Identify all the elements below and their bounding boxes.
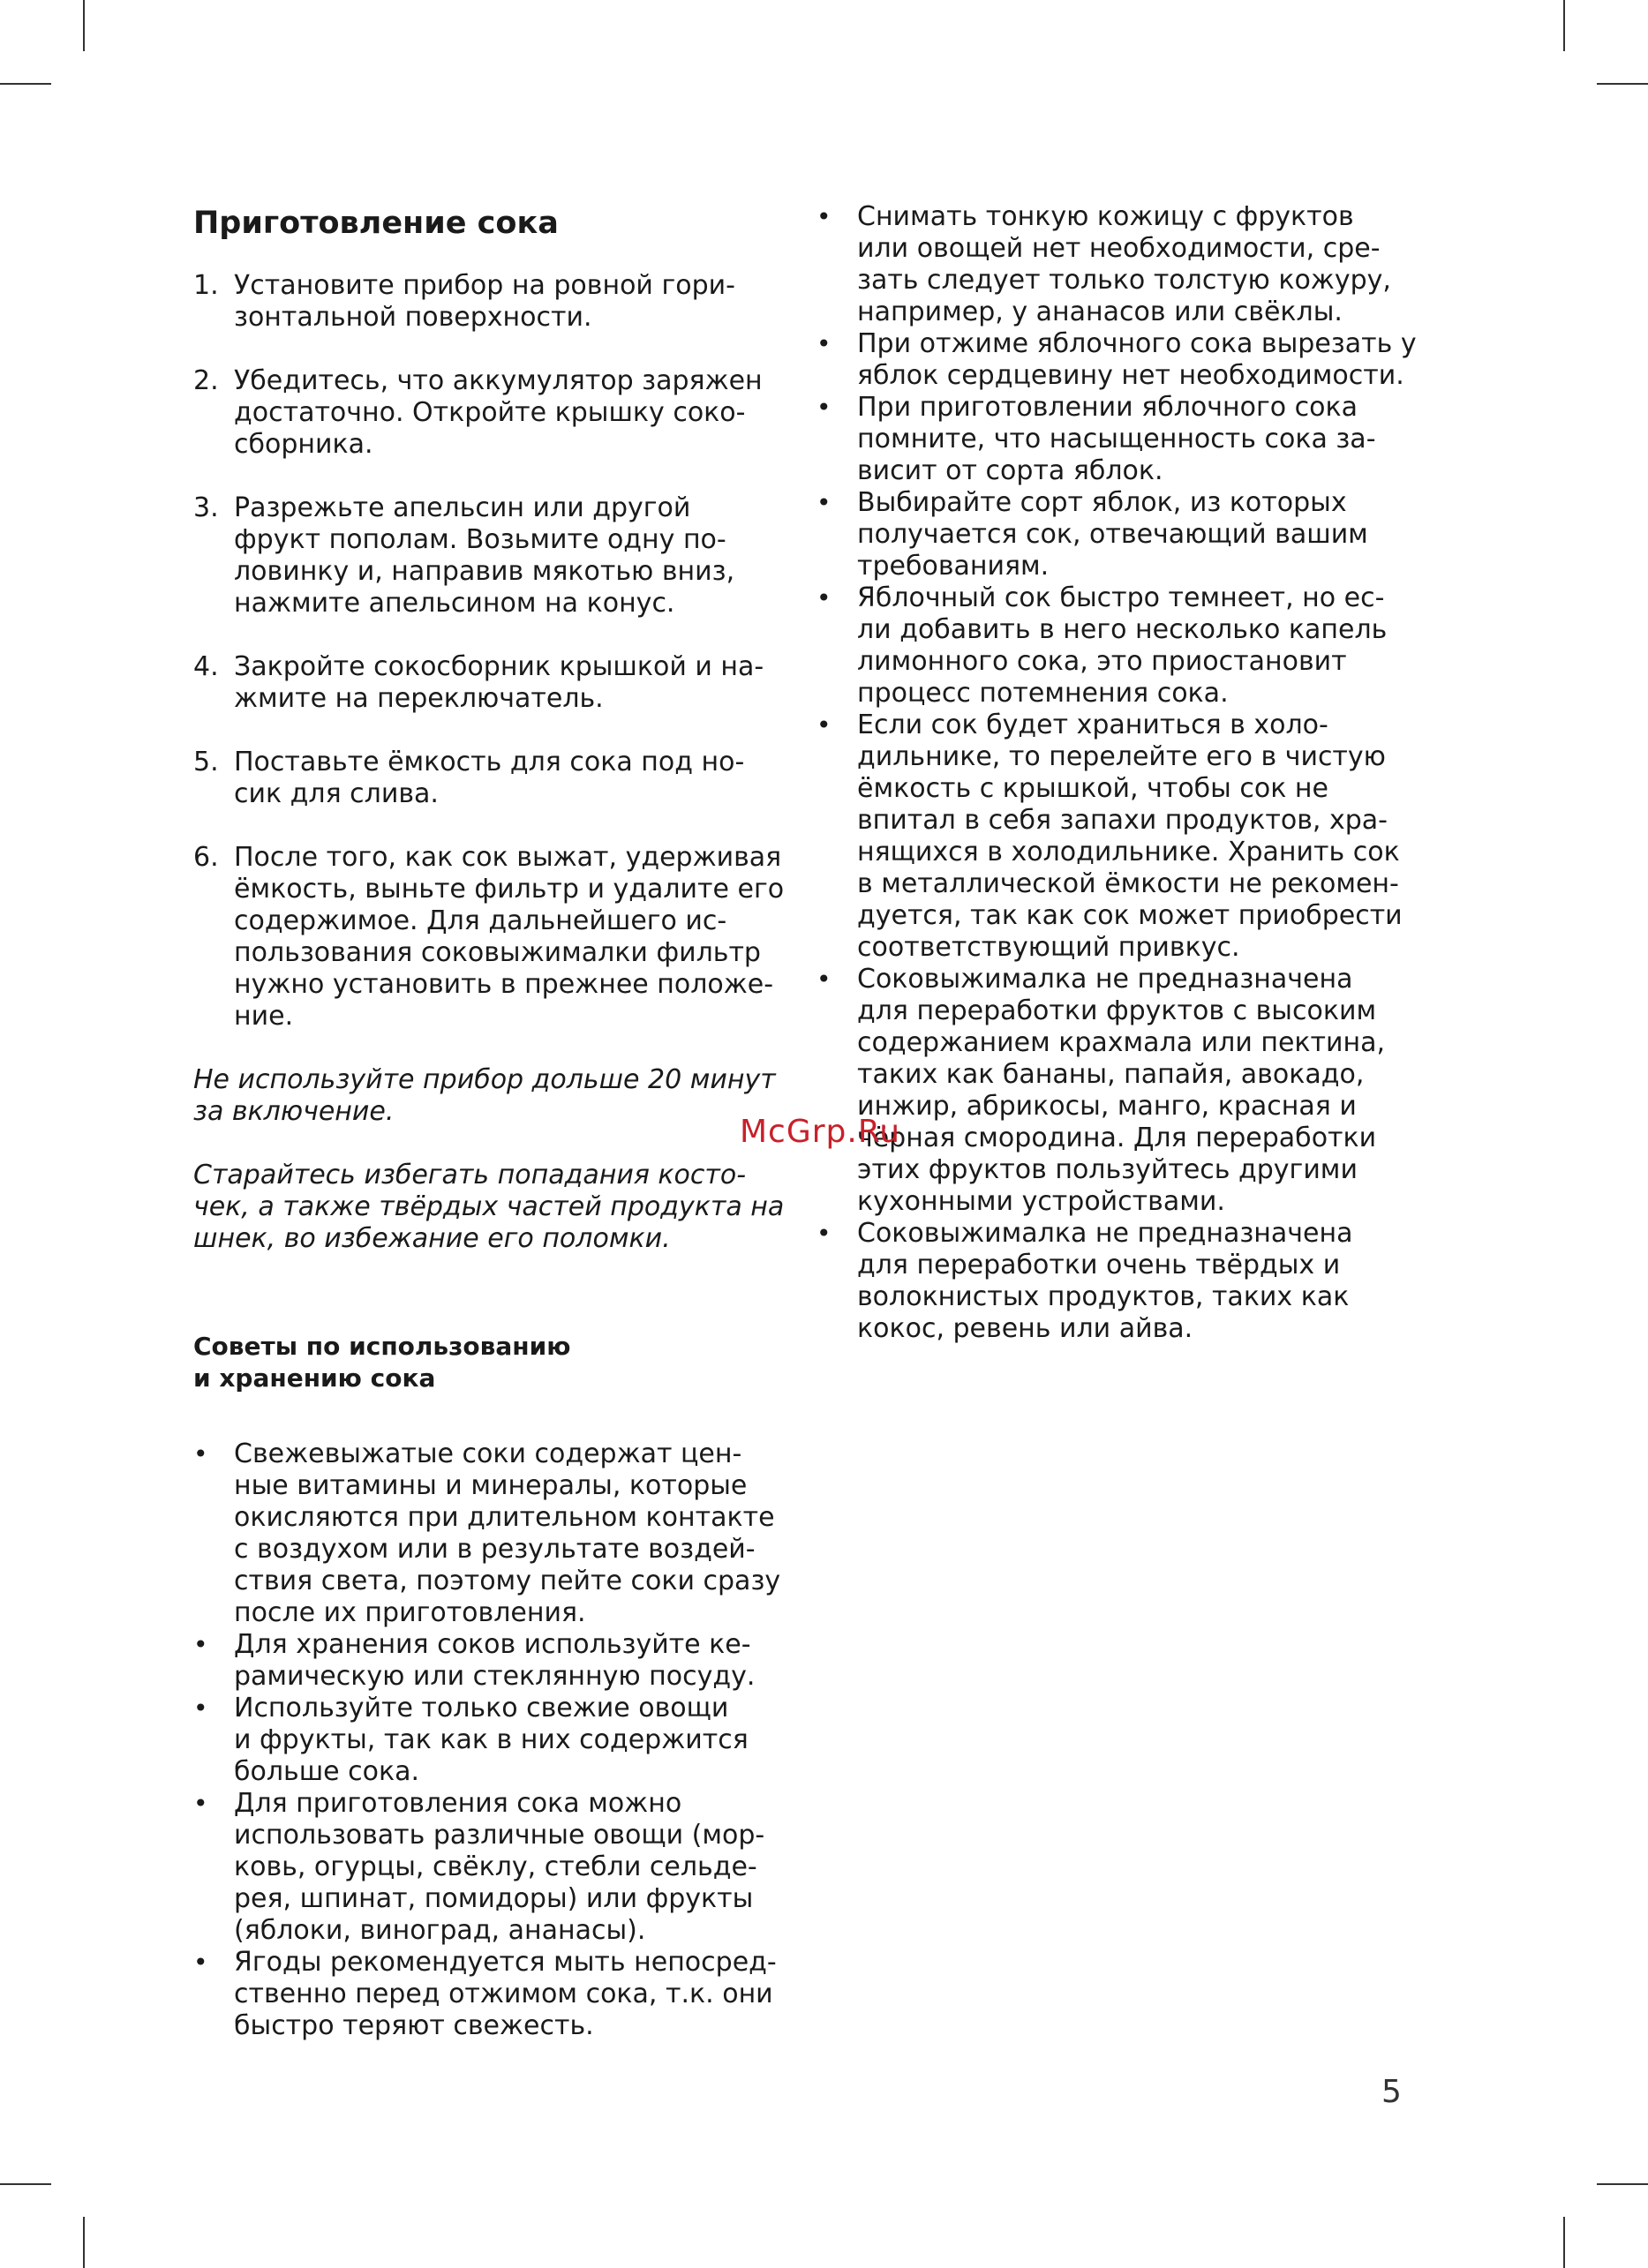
bullet-icon: • <box>816 393 832 422</box>
text-line: сик для слива. <box>234 778 439 809</box>
text-line: соответствующий привкус. <box>857 932 1240 963</box>
section-heading-tips <box>193 1331 794 1394</box>
text-line: чёрная смородина. Для переработки <box>857 1123 1377 1153</box>
text-line: за включение. <box>193 1096 395 1127</box>
text-line: При приготовлении яблочного сока <box>857 392 1358 423</box>
text-line: Разрежьте апельсин или другой <box>234 492 691 523</box>
text-line: таких как бананы, папайя, авокадо, <box>857 1059 1365 1090</box>
text-line: ёмкость, выньте фильтр и удалите его <box>234 874 785 905</box>
tip-item <box>816 392 1434 487</box>
step-number: 5. <box>193 747 219 777</box>
notes <box>193 1064 794 1255</box>
text-line: волокнистых продуктов, таких как <box>857 1281 1350 1312</box>
text-line: содержанием крахмала или пектина, <box>857 1027 1386 1058</box>
text-line: пользования соковыжималки фильтр <box>234 937 761 968</box>
text-line: достаточно. Откройте крышку соко- <box>234 397 746 428</box>
crop-mark-bottom-right <box>1563 2217 1565 2268</box>
tips-list-right <box>816 201 1434 1345</box>
step-item <box>193 747 794 810</box>
text-line: и фрукты, так как в них содержится <box>234 1724 749 1755</box>
text-line: сборника. <box>234 429 373 460</box>
text-line: Свежевыжатые соки содержат цен- <box>234 1438 742 1469</box>
tip-item <box>193 1947 794 2042</box>
tip-item <box>816 710 1434 964</box>
text-line: в металлической ёмкости не рекомен- <box>857 868 1399 899</box>
text-line: с воздухом или в результате воздей- <box>234 1534 756 1565</box>
text-line: Убедитесь, что аккумулятор заряжен <box>234 365 763 396</box>
text-line: ли добавить в него несколько капель <box>857 614 1388 645</box>
text-line: нящихся в холодильнике. Хранить сок <box>857 837 1400 867</box>
text-line: Соковыжималка не предназначена <box>857 964 1353 995</box>
crop-mark-top-left-h <box>0 83 51 85</box>
step-item <box>193 842 794 1033</box>
text-line: (яблоки, виноград, ананасы). <box>234 1915 646 1946</box>
crop-mark-bottom-right-h <box>1597 2183 1648 2185</box>
bullet-icon: • <box>816 965 832 994</box>
tips-heading-line: Советы по использованию <box>193 1332 571 1361</box>
text-line: Установите прибор на ровной гори- <box>234 270 735 301</box>
text-line: дильнике, то перелейте его в чистую <box>857 741 1386 772</box>
text-line: Если сок будет храниться в холо- <box>857 710 1328 740</box>
crop-mark-top-left <box>83 0 85 51</box>
tip-item <box>816 328 1434 392</box>
tip-item <box>816 201 1434 328</box>
text-line: Снимать тонкую кожицу с фруктов <box>857 201 1354 232</box>
text-line: получается сок, отвечающий вашим <box>857 519 1368 550</box>
crop-mark-top-right <box>1563 0 1565 51</box>
crop-mark-bottom-left-h <box>0 2183 51 2185</box>
text-line: После того, как сок выжат, удерживая <box>234 842 782 873</box>
step-item <box>193 651 794 715</box>
step-number: 2. <box>193 365 219 396</box>
text-line: Соковыжималка не предназначена <box>857 1218 1353 1249</box>
text-line: лимонного сока, это приостановит <box>857 646 1347 677</box>
text-line: рея, шпинат, помидоры) или фрукты <box>234 1883 754 1914</box>
text-line: процесс потемнения сока. <box>857 678 1229 709</box>
text-line: Ягоды рекомендуется мыть непосред- <box>234 1947 777 1978</box>
text-line: ние. <box>234 1001 294 1032</box>
tip-item <box>816 1218 1434 1345</box>
text-line: кокос, ревень или айва. <box>857 1313 1193 1344</box>
bullet-icon: • <box>816 202 832 231</box>
text-line: кухонными устройствами. <box>857 1186 1225 1217</box>
tips-list-left <box>193 1438 794 2042</box>
text-line: помните, что насыщенность сока за- <box>857 424 1376 454</box>
text-line: Старайтесь избегать попадания косто- <box>193 1160 747 1190</box>
step-number: 1. <box>193 270 219 301</box>
text-line: инжир, абрикосы, манго, красная и <box>857 1091 1357 1122</box>
right-column <box>816 201 1434 1345</box>
text-line: ные витамины и минералы, которые <box>234 1470 748 1501</box>
text-line: требованиям. <box>857 551 1050 582</box>
text-line: зонтальной поверхности. <box>234 302 592 333</box>
tips-heading-line: и хранению сока <box>193 1363 436 1393</box>
bullet-icon: • <box>193 1693 208 1723</box>
text-line: рамическую или стеклянную посуду. <box>234 1661 756 1692</box>
tip-item <box>816 582 1434 710</box>
text-line: использовать различные овощи (мор- <box>234 1820 765 1851</box>
step-item <box>193 492 794 620</box>
text-line: для переработки фруктов с высоким <box>857 995 1377 1026</box>
text-line: зать следует только толстую кожуру, <box>857 265 1391 296</box>
bullet-icon: • <box>193 1789 208 1818</box>
text-line: или овощей нет необходимости, сре- <box>857 233 1381 264</box>
text-line: ковь, огурцы, свёклу, стебли сельде- <box>234 1851 757 1882</box>
bullet-icon: • <box>193 1948 208 1977</box>
text-line: больше сока. <box>234 1756 420 1787</box>
bullet-icon: • <box>816 710 832 740</box>
step-item <box>193 270 794 334</box>
text-line: Поставьте ёмкость для сока под но- <box>234 747 745 777</box>
text-line: ёмкость с крышкой, чтобы сок не <box>857 773 1328 804</box>
italic-note <box>193 1160 794 1255</box>
text-line: например, у ананасов или свёклы. <box>857 297 1343 327</box>
step-number: 3. <box>193 492 219 523</box>
steps-list <box>193 270 794 1033</box>
text-line: быстро теряют свежесть. <box>234 2010 594 2041</box>
text-line: содержимое. Для дальнейшего ис- <box>234 905 727 936</box>
tip-item <box>816 487 1434 582</box>
tip-item <box>193 1788 794 1947</box>
text-line: для переработки очень твёрдых и <box>857 1250 1341 1280</box>
tip-item <box>816 964 1434 1218</box>
page-number: 5 <box>1381 2074 1402 2110</box>
watermark: McGrp.Ru <box>740 1114 901 1150</box>
bullet-icon: • <box>816 1219 832 1248</box>
text-line: При отжиме яблочного сока вырезать у <box>857 328 1417 359</box>
section-heading-juice-preparation: Приготовление сока <box>193 206 559 241</box>
text-line: ственно перед отжимом сока, т.к. они <box>234 1979 773 2009</box>
text-line: Используйте только свежие овощи <box>234 1693 729 1724</box>
step-number: 4. <box>193 651 219 682</box>
text-line: дуется, так как сок может приобрести <box>857 900 1403 931</box>
text-line: впитал в себя запахи продуктов, хра- <box>857 805 1388 836</box>
text-line: ловинку и, направив мякотью вниз, <box>234 556 735 587</box>
bullet-icon: • <box>816 488 832 517</box>
text-line: ствия света, поэтому пейте соки сразу <box>234 1566 781 1596</box>
italic-note <box>193 1064 794 1128</box>
text-line: Для хранения соков используйте ке- <box>234 1629 751 1660</box>
text-line: Яблочный сок быстро темнеет, но ес- <box>857 582 1385 613</box>
text-line: этих фруктов пользуйтесь другими <box>857 1154 1358 1185</box>
text-line: висит от сорта яблок. <box>857 455 1163 486</box>
crop-mark-top-right-h <box>1597 83 1648 85</box>
bullet-icon: • <box>816 583 832 612</box>
tip-item <box>193 1438 794 1629</box>
bullet-icon: • <box>816 329 832 358</box>
crop-mark-bottom-left <box>83 2217 85 2268</box>
text-line: нужно установить в прежнее положе- <box>234 969 774 1000</box>
text-line: окисляются при длительном контакте <box>234 1502 775 1533</box>
tip-item <box>193 1629 794 1693</box>
step-number: 6. <box>193 842 219 873</box>
text-line: Выбирайте сорт яблок, из которых <box>857 487 1347 518</box>
text-line: жмите на переключатель. <box>234 683 604 714</box>
bullet-icon: • <box>193 1439 208 1468</box>
text-line: Для приготовления сока можно <box>234 1788 682 1819</box>
tip-item <box>193 1693 794 1788</box>
left-column <box>193 201 794 2042</box>
text-line: нажмите апельсином на конус. <box>234 588 675 619</box>
text-line: шнек, во избежание его поломки. <box>193 1223 671 1254</box>
text-line: фрукт пополам. Возьмите одну по- <box>234 524 726 555</box>
text-line: чек, а также твёрдых частей продукта на <box>193 1191 785 1222</box>
text-line: яблок сердцевину нет необходимости. <box>857 360 1404 391</box>
text-line: Не используйте прибор дольше 20 минут <box>193 1064 776 1095</box>
text-line: Закройте сокосборник крышкой и на- <box>234 651 764 682</box>
bullet-icon: • <box>193 1630 208 1659</box>
step-item <box>193 365 794 461</box>
text-line: после их приготовления. <box>234 1597 586 1628</box>
